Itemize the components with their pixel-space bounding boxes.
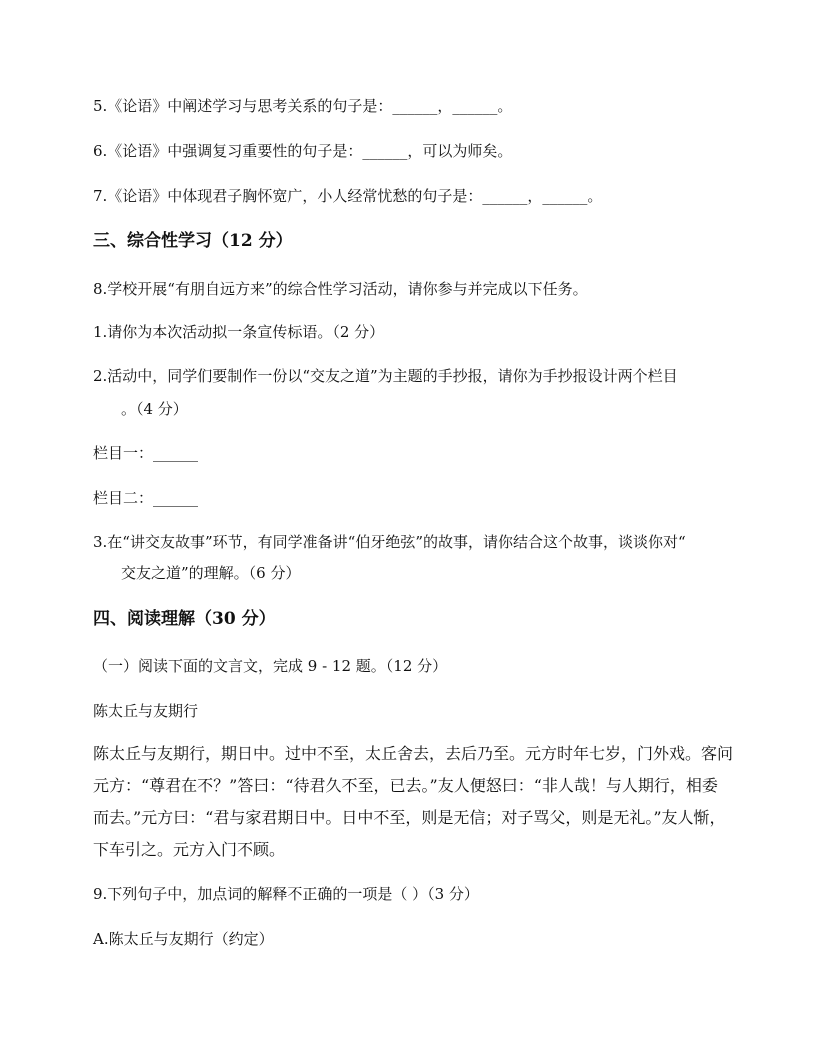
task-3-line-1: 3.在“讲交友故事”环节，有同学准备讲“伯牙绝弦”的故事，请你结合这个故事，谈谈你对“	[93, 533, 686, 551]
passage-title: 陈太丘与友期行	[93, 702, 199, 720]
task-2-line-2: 。（4 分）	[121, 400, 188, 418]
column-1: 栏目一：______	[93, 444, 199, 462]
reading-intro: （一）阅读下面的文言文，完成 9 - 12 题。（12 分）	[93, 657, 448, 675]
question-6: 6.《论语》中强调复习重要性的句子是：______，可以为师矣。	[93, 142, 513, 160]
task-2-line-1: 2.活动中，同学们要制作一份以“交友之道”为主题的手抄报，请你为手抄报设计两个栏目	[93, 367, 678, 385]
task-3-line-2: 交友之道”的理解。（6 分）	[121, 564, 301, 582]
question-9: 9.下列句子中，加点词的解释不正确的一项是（ ）（3 分）	[93, 885, 479, 903]
question-5: 5.《论语》中阐述学习与思考关系的句子是：______，______。	[93, 97, 513, 115]
question-8: 8.学校开展“有朋自远方来”的综合性学习活动，请你参与并完成以下任务。	[93, 280, 588, 298]
passage-text: 陈太丘与友期行，期日中。过中不至，太丘舍去，去后乃至。元方时年七岁，门外戏。客问元方：“尊君在不？”答曰：“待君久不至，已去。”友人便怒曰：“非人哉！与人期行，相委而去。”元方曰：“君与家君期日中。日中不至，则是无信；对子骂父，则是无礼。”友人惭，下车引之。元方入门不顾。	[93, 744, 734, 859]
question-7: 7.《论语》中体现君子胸怀宽广，小人经常忧愁的句子是：______，______。	[93, 187, 603, 205]
task-1: 1.请你为本次活动拟一条宣传标语。（2 分）	[93, 323, 385, 341]
section-3-heading: 三、综合性学习（12 分）	[93, 231, 293, 251]
option-a: A.陈太丘与友期行（约定）	[93, 930, 274, 948]
column-2: 栏目二：______	[93, 489, 199, 507]
section-4-heading: 四、阅读理解（30 分）	[93, 609, 276, 629]
